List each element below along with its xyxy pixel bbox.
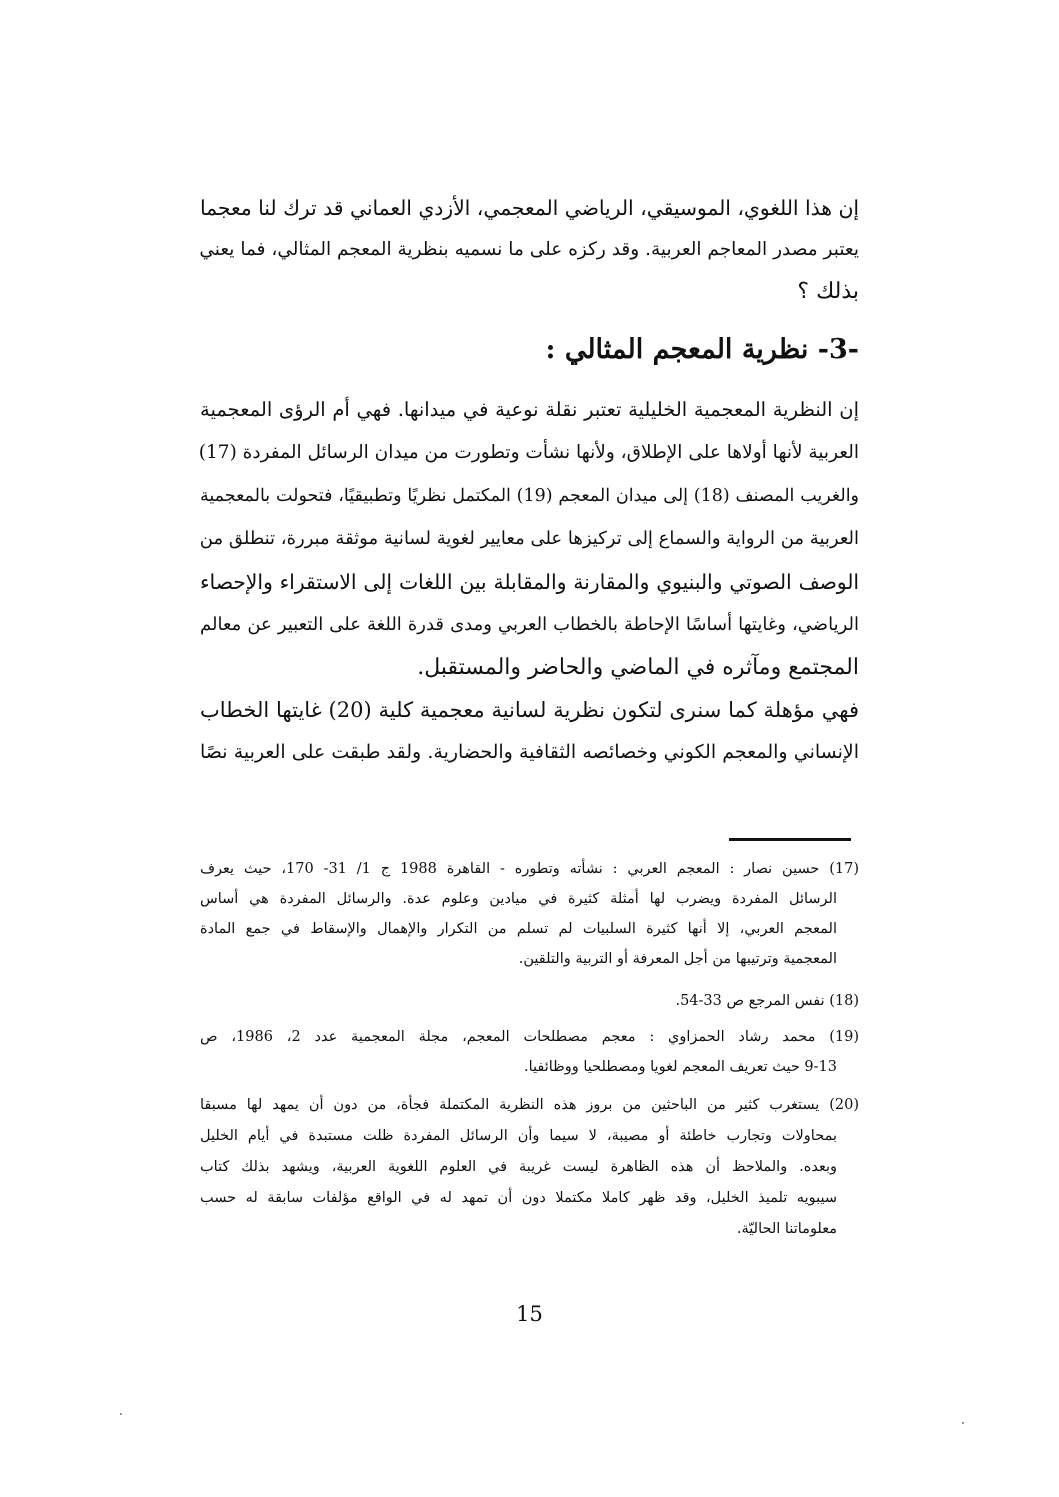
footnote-19	[200, 1022, 859, 1086]
text-line: العربية لأنها أولاها على الإطلاق، ولأنها نشأت وتطورت من ميدان الرسائل المفردة (17)	[198, 442, 859, 463]
text-line: يعتبر مصدر المعاجم العربية. وقد ركزه على ما نسميه بنظرية المعجم المثالي، فما يعني	[199, 239, 859, 260]
footnote-18	[200, 986, 859, 1016]
footnote-17	[200, 854, 859, 978]
continuation-paragraph	[200, 690, 859, 776]
footnote-line: معلوماتنا الحاليّة.	[736, 1221, 837, 1237]
footnote-line: المعجمية وترتيبها من أجل المعرفة أو التربية والتلقين.	[518, 951, 837, 967]
footnote-line: (20) يستغرب كثير من الباحثين من بروز هذه النظرية المكتملة فجأة، من دون أن يمهد لها مسبقا	[200, 1097, 859, 1113]
scan-speck	[120, 1413, 122, 1415]
footnote-line: (18) نفس المرجع ص 33-54.	[675, 993, 859, 1009]
intro-paragraph	[200, 188, 859, 312]
footnote-line: (17) حسين نصار : المعجم العربي : نشأته وتطوره - القاهرة 1988 ج 1/ 31- 170، حيث يعرف	[200, 861, 859, 877]
footnote-line: (19) محمد رشاد الحمزاوي : معجم مصطلحات المعجم، مجلة المعجمية عدد 2، 1986، ص	[200, 1029, 859, 1045]
text-line: المجتمع ومآثره في الماضي والحاضر والمستقبل.	[417, 655, 859, 680]
text-line: والغريب المصنف (18) إلى ميدان المعجم (19) المكتمل نظريًا وتطبيقيًا، فتحولت بالمعجمية	[200, 486, 860, 506]
footnote-line: 9-13 حيث تعريف المعجم لغويا ومصطلحيا ووظائفيا.	[523, 1059, 837, 1075]
text-line: إن النظرية المعجمية الخليلية تعتبر نقلة نوعية في ميدانها. فهي أم الرؤى المعجمية	[200, 398, 859, 421]
theory-paragraph	[200, 390, 859, 690]
footnote-line: المعجم العربي، إلا أنها كثيرة السلبيات لم تسلم من التكرار والإهمال والإسقاط في جمع المادة	[200, 921, 837, 937]
footnote-line: سيبويه تلميذ الخليل، وقد ظهر كاملا مكتملا دون أن تمهد له في الواقع مؤلفات سابقة له حسب	[200, 1190, 837, 1206]
text-line: الرياضي، وغايتها أساسًا الإحاطة بالخطاب العربي ومدى قدرة اللغة على التعبير عن معالم	[200, 614, 859, 635]
footnote-line: وبعده. والملاحظ أن هذه الظاهرة ليست غريبة في العلوم اللغوية العربية، ويشهد بذلك كتاب	[200, 1159, 837, 1175]
footnote-20	[200, 1090, 859, 1250]
text-line: بذلك ؟	[797, 279, 859, 304]
text-line: فهي مؤهلة كما سنرى لتكون نظرية لسانية معجمية كلية (20) غايتها الخطاب	[200, 698, 859, 722]
text-line: العربية من الرواية والسماع إلى تركيزها على معايير لغوية لسانية موثقة مبررة، تنطلق من	[199, 528, 859, 549]
text-line: الإنساني والمعجم الكوني وخصائصه الثقافية والحضارية. ولقد طبقت على العربية نصًا	[200, 741, 859, 763]
page-number: 15	[516, 1302, 543, 1326]
footnote-line: الرسائل المفردة ويضرب لها أمثلة كثيرة في ميادين وعلوم عدة. والرسائل المفردة هي أساس	[200, 891, 837, 907]
footnote-line: بمحاولات وتجارب خاطئة أو مصيبة، لا سيما وأن الرسائل المفردة ظلت مستبدة في أيام الخليل	[200, 1128, 837, 1144]
footnote-separator	[729, 838, 851, 841]
section-heading: -3- نظرية المعجم المثالي :	[545, 334, 859, 365]
text-line: الوصف الصوتي والبنيوي والمقارنة والمقابلة بين اللغات إلى الاستقراء والإحصاء	[200, 570, 859, 594]
scan-speck	[962, 1422, 964, 1424]
text-line: إن هذا اللغوي، الموسيقي، الرياضي المعجمي، الأزدي العماني قد ترك لنا معجما	[200, 196, 859, 220]
